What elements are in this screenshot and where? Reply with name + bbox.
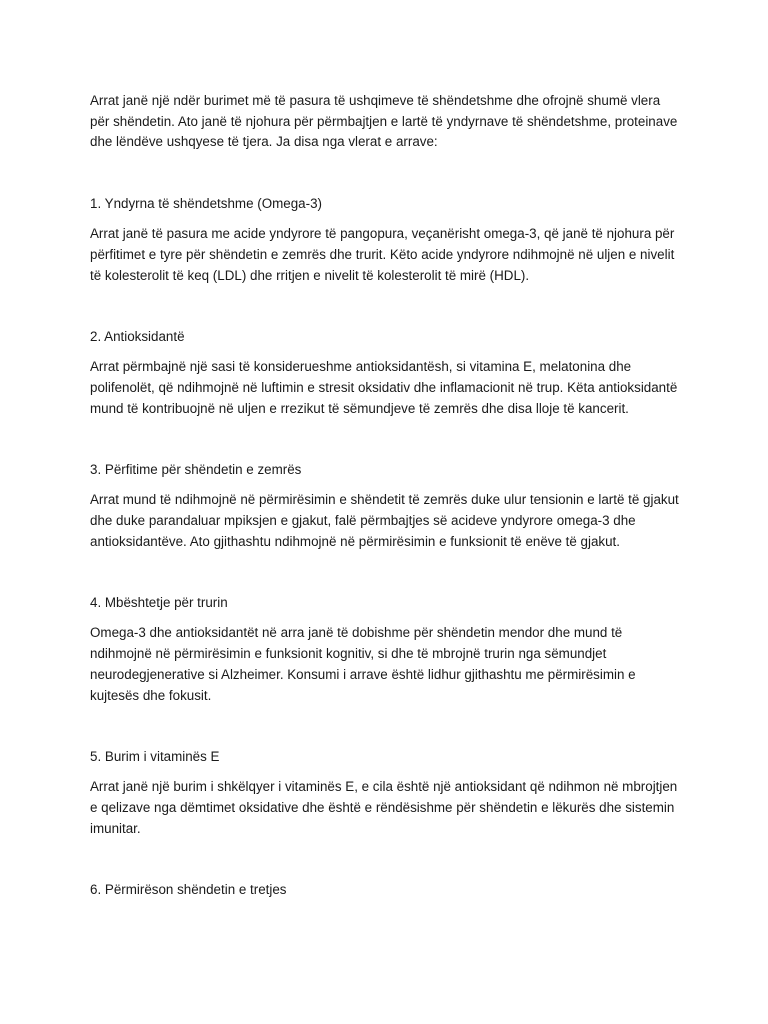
section-heading-vitamin-e: 5. Burim i vitaminës E (90, 748, 220, 764)
section-body-omega3: Arrat janë të pasura me acide yndyrore të pangopura, veçanërisht omega-3, që janë të njohura për përfitimet e tyre për shëndetin e zemrës dhe trurit. Këto acide yndyrore ndihmojnë në uljen e nivelit të kolesterolit të keq (LDL) dhe rritjen e nivelit të kolesterolit të mirë (HDL). (90, 226, 675, 283)
document-content (90, 91, 680, 901)
section-heading-brain-support: 4. Mbështetje për trurin (90, 594, 228, 610)
section-heading-omega3: 1. Yndyrna të shëndetshme (Omega-3) (90, 195, 322, 211)
section-heading-digestion: 6. Përmirëson shëndetin e tretjes (90, 881, 287, 897)
section-body-vitamin-e: Arrat janë një burim i shkëlqyer i vitaminës E, e cila është një antioksidant që ndihmon në mbrojtjen e qelizave nga dëmtimet oksidative dhe është e rëndësishme për shëndetin e lëkurës dhe sistemin imunitar. (90, 779, 678, 836)
section-body-antioxidants: Arrat përmbajnë një sasi të konsiderueshme antioksidantësh, si vitamina E, melatonina dhe polifenolët, që ndihmojnë në luftimin e stresit oksidativ dhe inflamacionit në trup. Këta antioksidantë mund të kontribuojnë në uljen e rrezikut të sëmundjeve të zemrës dhe disa lloje të kancerit. (90, 359, 678, 416)
intro-paragraph: Arrat janë një ndër burimet më të pasura të ushqimeve të shëndetshme dhe ofrojnë shumë vlera për shëndetin. Ato janë të njohura për përmbajtjen e lartë të yndyrnave të shëndetshme, proteinave dhe lëndëve ushqyese të tjera. Ja disa nga vlerat e arrave: (90, 93, 678, 150)
section-heading-heart-health: 3. Përfitime për shëndetin e zemrës (90, 461, 302, 477)
section-body-heart-health: Arrat mund të ndihmojnë në përmirësimin e shëndetit të zemrës duke ulur tensionin e lartë të gjakut dhe duke parandaluar mpiksjen e gjakut, falë përmbajtjes së acideve yndyrore omega-3 dhe antioksidantëve. Ato gjithashtu ndihmojnë në përmirësimin e funksionit të enëve të gjakut. (90, 492, 679, 549)
section-body-brain-support: Omega-3 dhe antioksidantët në arra janë të dobishme për shëndetin mendor dhe mund të ndihmojnë në përmirësimin e funksionit kognitiv, si dhe të mbrojnë trurin nga sëmundjet neurodegjenerative si Alzheimer. Konsumi i arrave është lidhur gjithashtu me përmirësimin e kujtesës dhe fokusit. (90, 625, 636, 703)
section-heading-antioxidants: 2. Antioksidantë (90, 328, 185, 344)
